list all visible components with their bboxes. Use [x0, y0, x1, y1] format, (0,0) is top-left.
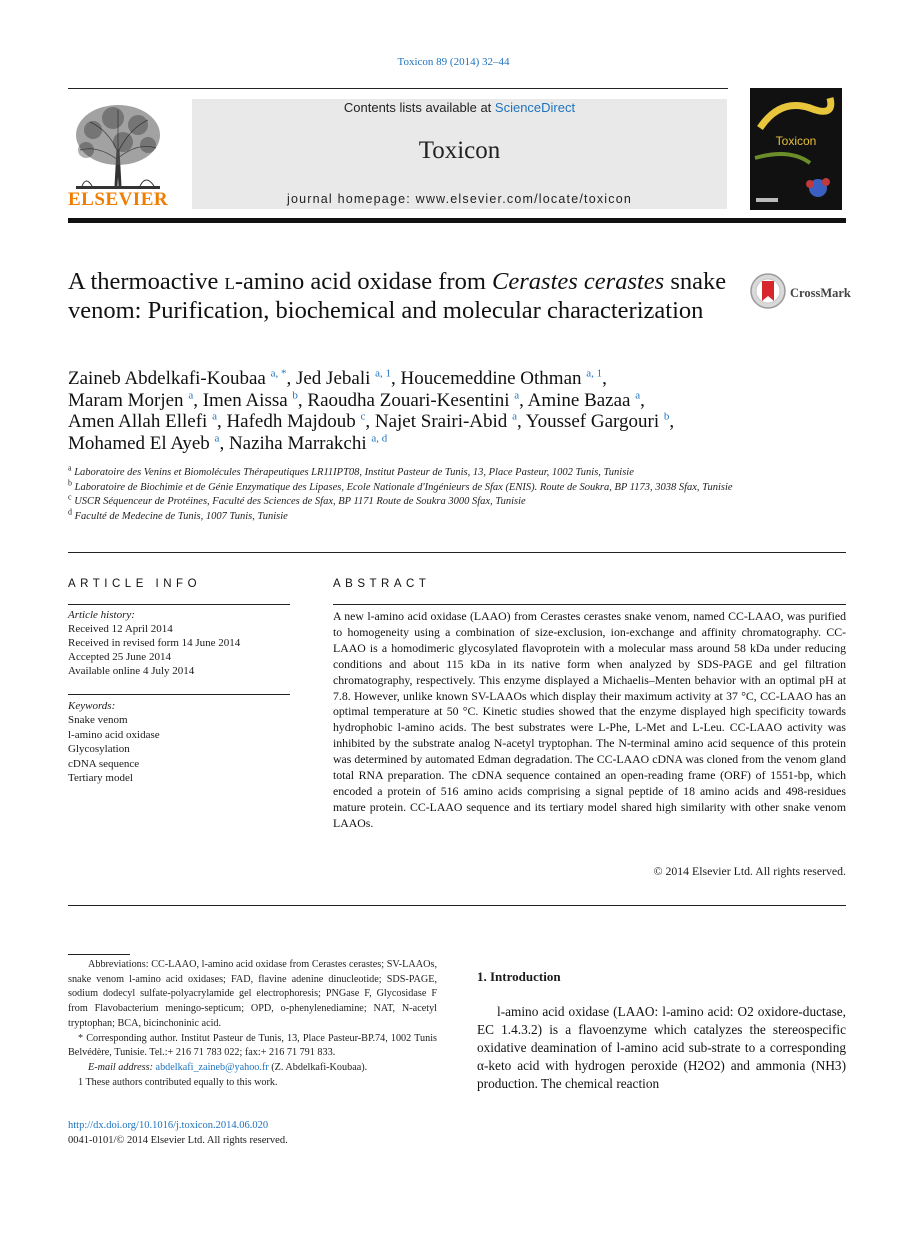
journal-homepage[interactable]: journal homepage: www.elsevier.com/locate/toxicon: [286, 192, 633, 206]
keyword: Snake venom: [68, 714, 128, 727]
author[interactable]: Jed Jebali $^{a, 1}$: [295, 367, 392, 389]
author[interactable]: Imen Aissa $^b$: [202, 389, 298, 411]
keywords-label: Keywords:: [68, 700, 116, 712]
author[interactable]: Amen Allah Ellefi $^a$: [68, 410, 217, 432]
author[interactable]: Naziha Marrakchi $^{a, d}$: [228, 432, 388, 454]
affiliation: $^c$ USCR Séquenceur de Protéines, Faculté des Sciences de Sfax, BP 1171 Route de Soukra 3000 Sfax, Tunisie: [68, 492, 526, 507]
title-text-3: snake venom: Purification, biochemical and molecular characterization: [68, 268, 727, 324]
author[interactable]: Maram Morjen $^a$: [68, 389, 194, 411]
title-species: Cerastes cerastes: [492, 268, 665, 295]
journal-citation[interactable]: Toxicon 89 (2014) 32–44: [397, 56, 510, 68]
article-history: [68, 608, 290, 678]
doi-block: [68, 1119, 437, 1148]
history-item: Available online 4 July 2014: [68, 665, 195, 677]
email-link[interactable]: abdelkafi_zaineb@yahoo.fr: [155, 1061, 269, 1073]
history-item: Received 12 April 2014: [68, 623, 173, 635]
contents-prefix: Contents lists available at: [343, 100, 495, 115]
affiliation: $^d$ Faculté de Medecine de Tunis, 1007 Tunis, Tunisie: [68, 507, 288, 522]
corresponding-author-footnote: * Corresponding author. Institut Pasteur de Tunis, 13, Place Pasteur-BP.74, 1002 Tunis Belvédère, Tunisie. Tel.:+ 216 71 783 022; fax:+ 216 71 791 833.: [68, 1032, 437, 1059]
title-l-prefix: l: [224, 268, 235, 295]
elsevier-wordmark: ELSEVIER: [68, 189, 169, 210]
contents-line: [192, 100, 727, 115]
abstract-copyright: © 2014 Elsevier Ltd. All rights reserved.: [653, 864, 846, 878]
keywords: [68, 699, 290, 785]
introduction-text: l-amino acid oxidase (LAAO: l-amino acid: O2 oxidore-ductase, EC 1.4.3.2) is a flavoenzyme which catalyzes the stereospecific oxidative deamination of l-amino acid sub-strate to a corresponding α-keto acid with hydrogen peroxide (H2O2) and ammonia (NH3) production. The chemical reaction: [477, 1004, 846, 1091]
history-item: Received in revised form 14 June 2014: [68, 637, 241, 649]
keyword: l-amino acid oxidase: [68, 728, 160, 741]
author[interactable]: Mohamed El Ayeb $^a$: [68, 432, 220, 454]
author[interactable]: Houcemeddine Othman $^{a, 1}$: [400, 367, 603, 389]
cover-title: Toxicon: [775, 134, 817, 148]
author-list: Zaineb Abdelkafi-Koubaa $^{a, *}$, Jed Jebali $^{a, 1}$, Houcemeddine Othman $^{a, 1}$, Maram Morjen $^a$, Imen Aissa $^b$, Raoudha Zouari-Kesentini $^a$, Amine Bazaa $^a$, Amen Allah Ellefi $^a$, Hafedh Majdoub $^c$, Najet Srairi-Abid $^a$, Youssef Gargouri $^b$, Mohamed El Ayeb $^a$, Naziha Marrakchi $^{a, d}$: [68, 367, 675, 454]
doi-link[interactable]: http://dx.doi.org/10.1016/j.toxicon.2014.06.020: [68, 1120, 269, 1131]
article-title: [68, 268, 728, 325]
article-info-heading: ARTICLE INFO: [68, 578, 202, 590]
footnote-rule: [68, 954, 130, 955]
journal-cover-thumbnail[interactable]: [750, 88, 842, 210]
divider: [68, 604, 290, 605]
issn-line: 0041-0101/© 2014 Elsevier Ltd. All rights reserved.: [68, 1134, 288, 1146]
author[interactable]: Youssef Gargouri $^b$: [525, 410, 670, 432]
footnotes: [68, 958, 437, 1090]
crossmark-icon: [749, 272, 787, 310]
divider: [333, 604, 846, 605]
equal-contribution-footnote: 1 These authors contributed equally to this work.: [78, 1076, 278, 1088]
divider: [68, 552, 846, 553]
author[interactable]: Amine Bazaa $^a$: [527, 389, 641, 411]
divider: [68, 694, 290, 695]
header-thick-rule: [68, 218, 846, 223]
author[interactable]: Zaineb Abdelkafi-Koubaa $^{a, *}$: [68, 367, 287, 389]
history-label: Article history:: [68, 609, 135, 621]
journal-title: Toxicon: [418, 137, 501, 164]
introduction-heading: 1. Introduction: [477, 969, 561, 984]
sciencedirect-link[interactable]: ScienceDirect: [494, 100, 576, 115]
abstract-heading: ABSTRACT: [333, 578, 431, 590]
affiliations: [68, 463, 788, 524]
title-text-2: -amino acid oxidase from: [234, 268, 493, 295]
history-item: Accepted 25 June 2014: [68, 651, 171, 663]
email-footnote: E-mail address: abdelkafi_zaineb@yahoo.fr (Z. Abdelkafi-Koubaa).: [88, 1061, 368, 1073]
abbreviations-footnote: Abbreviations: CC-LAAO, l-amino acid oxidase from Cerastes cerastes; SV-LAAOs, snake venom l-amino acid oxidases; FAD, flavine adenine dinucleotide; SDS-PAGE, sodium dodecyl sulfate-polyacrylamide gel electrophoresis; PNGase F, Glycosidase F from Flavobacterium meningo-septicum; OPD, o-phenylenediamine; NAT, N-acetyl tryptophan; BCA, bicinchoninic acid.: [68, 959, 437, 1029]
author[interactable]: Hafedh Majdoub $^c$: [226, 410, 366, 432]
keyword: cDNA sequence: [68, 757, 140, 770]
affiliation: $^a$ Laboratoire des Venins et Biomolécules Thérapeutiques LR11IPT08, Institut Pasteur de Tunis, 13, Place Pasteur, 1002 Tunis, Tunisie: [68, 463, 634, 478]
author[interactable]: Raoudha Zouari-Kesentini $^a$: [307, 389, 520, 411]
title-text-1: A thermoactive: [68, 268, 225, 295]
cover-snake-icon: [750, 88, 842, 210]
abstract-text: A new l-amino acid oxidase (LAAO) from Cerastes cerastes snake venom, named CC-LAAO, was purified to homogeneity using a combination of size-exclusion, ion-exchange and affinity chromatography. CC-LAAO is a homodimeric glycosylated flavoprotein with a molecular mass around 58 kDa under reducing conditions and about 115 kDa in its native form when analyzed by SDS-PAGE and gel filtration chromatography, respectively. This enzyme displayed a Michaelis–Menten behavior with an optimal pH at 7.8. However, unlike known SV-LAAOs which display their maximum activity at 37 °C, CC-LAAO has an optimal temperature at 50 °C. Kinetic studies showed that the enzyme displayed high specificity towards hydrophobic l-amino acids. The best substrates were L-Phe, L-Met and L-Leu. CC-LAAO activity was inhibited by the substrate analog N-acetyl tryptophan. The N-terminal amino acid sequence of this protein was determined by automated Edman degradation. The CC-LAAO cDNA was cloned from the venom gland total RNA preparation. The cDNA sequence contained an open-reading frame (ORF) of 1551-bp, which encoded a protein of 516 amino acids comprising a signal peptide of 18 amino acids and 498-residues mature protein. CC-LAAO sequence and its tertiary model shared high similarity with other snake venom LAAOs.: [333, 609, 846, 830]
keyword: Tertiary model: [68, 772, 133, 785]
author[interactable]: Najet Srairi-Abid $^a$: [374, 410, 517, 432]
affiliation: $^b$ Laboratoire de Biochimie et de Génie Enzymatique des Lipases, Ecole Nationale d'Ingénieurs de Sfax (ENIS). Route de Soukra, BP 1173, 3038 Sfax, Tunisie: [68, 478, 733, 493]
crossmark-badge[interactable]: [749, 272, 849, 312]
crossmark-label: CrossMark: [790, 286, 851, 300]
keyword: Glycosylation: [68, 743, 130, 756]
divider: [68, 905, 846, 906]
